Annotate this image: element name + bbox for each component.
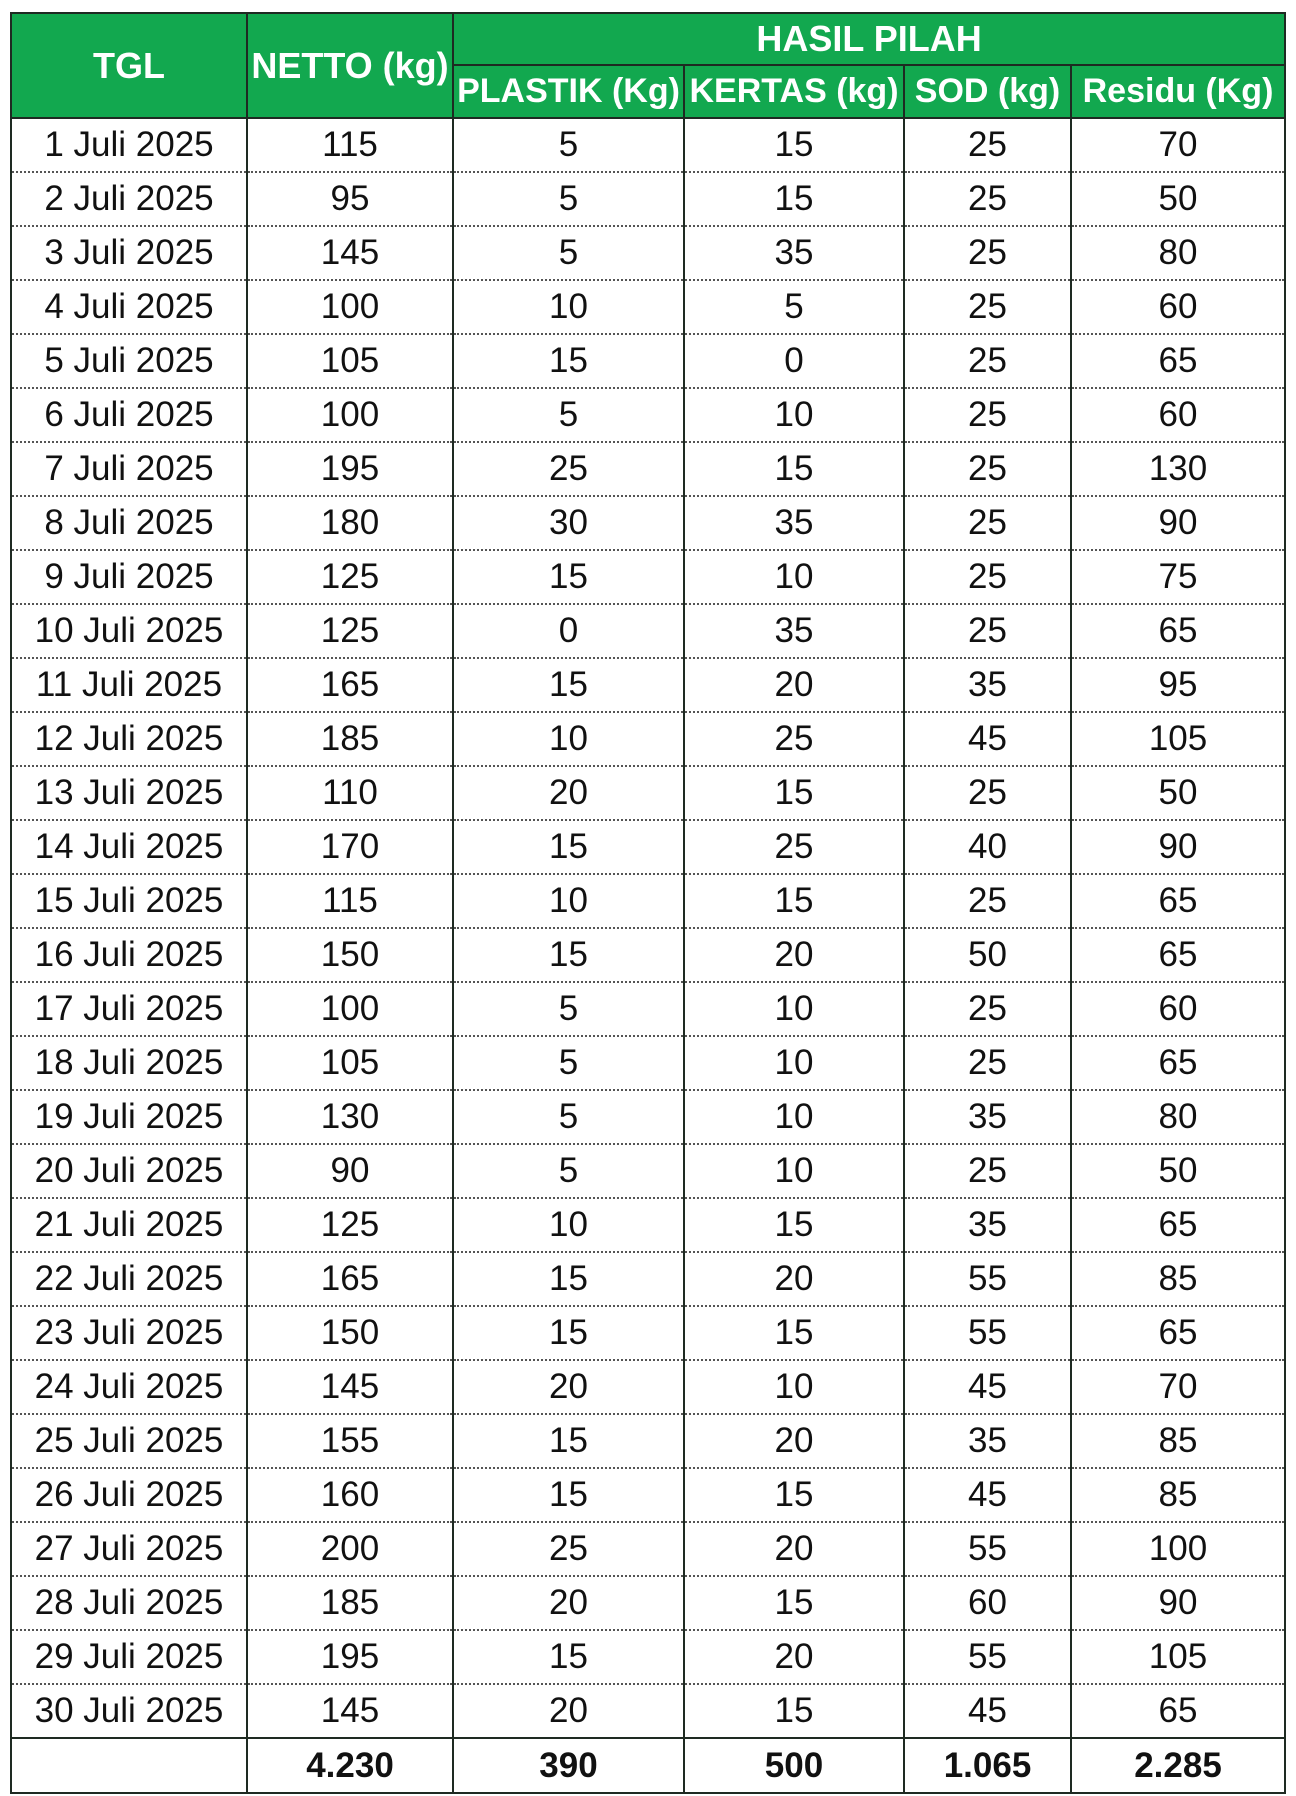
cell-residu: 80 bbox=[1071, 1090, 1285, 1144]
cell-sod: 25 bbox=[904, 442, 1071, 496]
cell-kertas: 20 bbox=[684, 658, 904, 712]
cell-sod: 25 bbox=[904, 604, 1071, 658]
cell-kertas: 15 bbox=[684, 1306, 904, 1360]
cell-sod: 25 bbox=[904, 388, 1071, 442]
cell-sod: 25 bbox=[904, 1144, 1071, 1198]
cell-date: 5 Juli 2025 bbox=[11, 334, 247, 388]
total-kertas: 500 bbox=[684, 1738, 904, 1793]
cell-netto: 145 bbox=[247, 1684, 453, 1738]
cell-sod: 35 bbox=[904, 1414, 1071, 1468]
cell-kertas: 0 bbox=[684, 334, 904, 388]
table-row bbox=[11, 1360, 1285, 1414]
total-residu: 2.285 bbox=[1071, 1738, 1285, 1793]
table-row bbox=[11, 1036, 1285, 1090]
cell-residu: 60 bbox=[1071, 388, 1285, 442]
cell-plastik: 10 bbox=[453, 280, 684, 334]
table-row bbox=[11, 874, 1285, 928]
cell-residu: 65 bbox=[1071, 1306, 1285, 1360]
cell-plastik: 10 bbox=[453, 874, 684, 928]
cell-plastik: 10 bbox=[453, 1198, 684, 1252]
table-row bbox=[11, 1414, 1285, 1468]
table-row bbox=[11, 766, 1285, 820]
cell-date: 20 Juli 2025 bbox=[11, 1144, 247, 1198]
cell-plastik: 10 bbox=[453, 712, 684, 766]
cell-plastik: 15 bbox=[453, 658, 684, 712]
table-row bbox=[11, 388, 1285, 442]
cell-plastik: 30 bbox=[453, 496, 684, 550]
cell-residu: 130 bbox=[1071, 442, 1285, 496]
total-sod: 1.065 bbox=[904, 1738, 1071, 1793]
header-netto: NETTO (kg) bbox=[247, 13, 453, 118]
cell-date: 12 Juli 2025 bbox=[11, 712, 247, 766]
cell-kertas: 15 bbox=[684, 1576, 904, 1630]
table-row bbox=[11, 982, 1285, 1036]
header-kertas: KERTAS (kg) bbox=[684, 65, 904, 118]
cell-date: 28 Juli 2025 bbox=[11, 1576, 247, 1630]
cell-residu: 65 bbox=[1071, 1198, 1285, 1252]
cell-netto: 115 bbox=[247, 874, 453, 928]
cell-plastik: 20 bbox=[453, 1360, 684, 1414]
table-row bbox=[11, 820, 1285, 874]
cell-sod: 55 bbox=[904, 1306, 1071, 1360]
cell-residu: 105 bbox=[1071, 712, 1285, 766]
cell-date: 17 Juli 2025 bbox=[11, 982, 247, 1036]
cell-date: 14 Juli 2025 bbox=[11, 820, 247, 874]
cell-kertas: 10 bbox=[684, 1036, 904, 1090]
cell-residu: 50 bbox=[1071, 1144, 1285, 1198]
cell-netto: 165 bbox=[247, 658, 453, 712]
cell-date: 29 Juli 2025 bbox=[11, 1630, 247, 1684]
cell-date: 16 Juli 2025 bbox=[11, 928, 247, 982]
cell-kertas: 20 bbox=[684, 1252, 904, 1306]
cell-kertas: 10 bbox=[684, 1144, 904, 1198]
cell-sod: 25 bbox=[904, 280, 1071, 334]
total-date-cell bbox=[11, 1738, 247, 1793]
cell-date: 1 Juli 2025 bbox=[11, 118, 247, 172]
cell-netto: 195 bbox=[247, 442, 453, 496]
cell-netto: 150 bbox=[247, 1306, 453, 1360]
cell-sod: 55 bbox=[904, 1252, 1071, 1306]
table-row bbox=[11, 550, 1285, 604]
cell-date: 19 Juli 2025 bbox=[11, 1090, 247, 1144]
cell-plastik: 15 bbox=[453, 550, 684, 604]
cell-sod: 25 bbox=[904, 496, 1071, 550]
cell-sod: 25 bbox=[904, 982, 1071, 1036]
cell-plastik: 15 bbox=[453, 1630, 684, 1684]
cell-kertas: 20 bbox=[684, 1522, 904, 1576]
cell-residu: 100 bbox=[1071, 1522, 1285, 1576]
cell-date: 2 Juli 2025 bbox=[11, 172, 247, 226]
table-row bbox=[11, 1252, 1285, 1306]
cell-netto: 95 bbox=[247, 172, 453, 226]
cell-date: 21 Juli 2025 bbox=[11, 1198, 247, 1252]
cell-kertas: 15 bbox=[684, 766, 904, 820]
cell-kertas: 35 bbox=[684, 604, 904, 658]
table-row bbox=[11, 658, 1285, 712]
cell-date: 22 Juli 2025 bbox=[11, 1252, 247, 1306]
waste-sorting-table bbox=[10, 12, 1286, 1794]
cell-residu: 95 bbox=[1071, 658, 1285, 712]
cell-sod: 55 bbox=[904, 1630, 1071, 1684]
cell-sod: 25 bbox=[904, 334, 1071, 388]
cell-date: 24 Juli 2025 bbox=[11, 1360, 247, 1414]
table-row bbox=[11, 118, 1285, 172]
cell-date: 13 Juli 2025 bbox=[11, 766, 247, 820]
cell-kertas: 20 bbox=[684, 1414, 904, 1468]
table-row bbox=[11, 712, 1285, 766]
cell-kertas: 15 bbox=[684, 874, 904, 928]
cell-sod: 25 bbox=[904, 1036, 1071, 1090]
cell-plastik: 5 bbox=[453, 388, 684, 442]
cell-plastik: 25 bbox=[453, 442, 684, 496]
cell-netto: 185 bbox=[247, 712, 453, 766]
cell-netto: 125 bbox=[247, 604, 453, 658]
cell-netto: 90 bbox=[247, 1144, 453, 1198]
cell-date: 3 Juli 2025 bbox=[11, 226, 247, 280]
cell-sod: 35 bbox=[904, 1090, 1071, 1144]
cell-kertas: 10 bbox=[684, 388, 904, 442]
cell-residu: 60 bbox=[1071, 982, 1285, 1036]
cell-kertas: 10 bbox=[684, 982, 904, 1036]
cell-plastik: 5 bbox=[453, 982, 684, 1036]
cell-residu: 70 bbox=[1071, 118, 1285, 172]
header-sod: SOD (kg) bbox=[904, 65, 1071, 118]
cell-date: 7 Juli 2025 bbox=[11, 442, 247, 496]
cell-netto: 100 bbox=[247, 280, 453, 334]
cell-netto: 165 bbox=[247, 1252, 453, 1306]
cell-residu: 90 bbox=[1071, 496, 1285, 550]
cell-kertas: 15 bbox=[684, 442, 904, 496]
cell-netto: 160 bbox=[247, 1468, 453, 1522]
cell-plastik: 15 bbox=[453, 820, 684, 874]
cell-kertas: 35 bbox=[684, 226, 904, 280]
cell-netto: 200 bbox=[247, 1522, 453, 1576]
cell-kertas: 10 bbox=[684, 1090, 904, 1144]
cell-date: 30 Juli 2025 bbox=[11, 1684, 247, 1738]
cell-sod: 45 bbox=[904, 1360, 1071, 1414]
cell-netto: 180 bbox=[247, 496, 453, 550]
cell-plastik: 20 bbox=[453, 1684, 684, 1738]
table-row bbox=[11, 1684, 1285, 1738]
cell-kertas: 5 bbox=[684, 280, 904, 334]
cell-plastik: 15 bbox=[453, 334, 684, 388]
cell-netto: 125 bbox=[247, 1198, 453, 1252]
cell-plastik: 5 bbox=[453, 118, 684, 172]
cell-date: 26 Juli 2025 bbox=[11, 1468, 247, 1522]
cell-date: 27 Juli 2025 bbox=[11, 1522, 247, 1576]
header-hasil-pilah: HASIL PILAH bbox=[453, 13, 1285, 65]
cell-sod: 40 bbox=[904, 820, 1071, 874]
table-row bbox=[11, 226, 1285, 280]
table-row bbox=[11, 1630, 1285, 1684]
table-row bbox=[11, 604, 1285, 658]
cell-netto: 150 bbox=[247, 928, 453, 982]
cell-plastik: 15 bbox=[453, 928, 684, 982]
cell-netto: 110 bbox=[247, 766, 453, 820]
cell-residu: 85 bbox=[1071, 1414, 1285, 1468]
cell-plastik: 20 bbox=[453, 1576, 684, 1630]
cell-plastik: 15 bbox=[453, 1468, 684, 1522]
cell-sod: 35 bbox=[904, 1198, 1071, 1252]
cell-kertas: 20 bbox=[684, 928, 904, 982]
cell-netto: 145 bbox=[247, 226, 453, 280]
table-row bbox=[11, 496, 1285, 550]
table-row bbox=[11, 172, 1285, 226]
cell-residu: 65 bbox=[1071, 874, 1285, 928]
cell-kertas: 15 bbox=[684, 118, 904, 172]
cell-kertas: 25 bbox=[684, 712, 904, 766]
cell-residu: 75 bbox=[1071, 550, 1285, 604]
cell-kertas: 25 bbox=[684, 820, 904, 874]
cell-residu: 50 bbox=[1071, 766, 1285, 820]
cell-date: 6 Juli 2025 bbox=[11, 388, 247, 442]
cell-date: 4 Juli 2025 bbox=[11, 280, 247, 334]
table-header bbox=[11, 13, 1285, 118]
cell-residu: 70 bbox=[1071, 1360, 1285, 1414]
cell-date: 23 Juli 2025 bbox=[11, 1306, 247, 1360]
table-row bbox=[11, 1522, 1285, 1576]
cell-netto: 195 bbox=[247, 1630, 453, 1684]
cell-residu: 90 bbox=[1071, 1576, 1285, 1630]
cell-sod: 25 bbox=[904, 550, 1071, 604]
cell-netto: 130 bbox=[247, 1090, 453, 1144]
cell-netto: 155 bbox=[247, 1414, 453, 1468]
cell-date: 15 Juli 2025 bbox=[11, 874, 247, 928]
cell-netto: 125 bbox=[247, 550, 453, 604]
cell-kertas: 15 bbox=[684, 172, 904, 226]
table-row bbox=[11, 1306, 1285, 1360]
cell-plastik: 15 bbox=[453, 1414, 684, 1468]
cell-plastik: 5 bbox=[453, 226, 684, 280]
totals-footer bbox=[11, 1738, 1285, 1793]
cell-residu: 65 bbox=[1071, 928, 1285, 982]
table-row bbox=[11, 1090, 1285, 1144]
cell-date: 11 Juli 2025 bbox=[11, 658, 247, 712]
cell-kertas: 35 bbox=[684, 496, 904, 550]
cell-residu: 65 bbox=[1071, 1036, 1285, 1090]
cell-netto: 115 bbox=[247, 118, 453, 172]
table-row bbox=[11, 280, 1285, 334]
header-date: TGL bbox=[11, 13, 247, 118]
cell-residu: 90 bbox=[1071, 820, 1285, 874]
cell-kertas: 15 bbox=[684, 1198, 904, 1252]
cell-netto: 105 bbox=[247, 334, 453, 388]
cell-date: 9 Juli 2025 bbox=[11, 550, 247, 604]
table-row bbox=[11, 1198, 1285, 1252]
cell-netto: 170 bbox=[247, 820, 453, 874]
cell-residu: 85 bbox=[1071, 1252, 1285, 1306]
cell-date: 25 Juli 2025 bbox=[11, 1414, 247, 1468]
cell-plastik: 20 bbox=[453, 766, 684, 820]
header-plastik: PLASTIK (Kg) bbox=[453, 65, 684, 118]
cell-plastik: 5 bbox=[453, 1090, 684, 1144]
table-row bbox=[11, 1576, 1285, 1630]
cell-sod: 45 bbox=[904, 1684, 1071, 1738]
cell-date: 10 Juli 2025 bbox=[11, 604, 247, 658]
cell-kertas: 20 bbox=[684, 1630, 904, 1684]
cell-plastik: 0 bbox=[453, 604, 684, 658]
cell-residu: 80 bbox=[1071, 226, 1285, 280]
cell-plastik: 5 bbox=[453, 172, 684, 226]
table-row bbox=[11, 928, 1285, 982]
cell-sod: 55 bbox=[904, 1522, 1071, 1576]
table-row bbox=[11, 1468, 1285, 1522]
cell-netto: 100 bbox=[247, 388, 453, 442]
table-row bbox=[11, 1144, 1285, 1198]
cell-kertas: 10 bbox=[684, 550, 904, 604]
cell-sod: 25 bbox=[904, 874, 1071, 928]
total-netto: 4.230 bbox=[247, 1738, 453, 1793]
cell-sod: 35 bbox=[904, 658, 1071, 712]
cell-netto: 145 bbox=[247, 1360, 453, 1414]
cell-sod: 25 bbox=[904, 118, 1071, 172]
cell-sod: 45 bbox=[904, 712, 1071, 766]
cell-kertas: 15 bbox=[684, 1684, 904, 1738]
cell-residu: 65 bbox=[1071, 1684, 1285, 1738]
cell-netto: 105 bbox=[247, 1036, 453, 1090]
waste-sorting-sheet bbox=[10, 12, 1284, 1794]
cell-residu: 60 bbox=[1071, 280, 1285, 334]
table-row bbox=[11, 334, 1285, 388]
cell-kertas: 10 bbox=[684, 1360, 904, 1414]
header-residu: Residu (Kg) bbox=[1071, 65, 1285, 118]
cell-netto: 185 bbox=[247, 1576, 453, 1630]
cell-plastik: 5 bbox=[453, 1144, 684, 1198]
cell-netto: 100 bbox=[247, 982, 453, 1036]
cell-sod: 45 bbox=[904, 1468, 1071, 1522]
cell-sod: 25 bbox=[904, 172, 1071, 226]
cell-kertas: 15 bbox=[684, 1468, 904, 1522]
cell-sod: 25 bbox=[904, 766, 1071, 820]
cell-plastik: 15 bbox=[453, 1252, 684, 1306]
table-body bbox=[11, 118, 1285, 1738]
cell-plastik: 15 bbox=[453, 1306, 684, 1360]
cell-sod: 50 bbox=[904, 928, 1071, 982]
cell-sod: 60 bbox=[904, 1576, 1071, 1630]
total-plastik: 390 bbox=[453, 1738, 684, 1793]
cell-plastik: 5 bbox=[453, 1036, 684, 1090]
table-row bbox=[11, 442, 1285, 496]
cell-date: 18 Juli 2025 bbox=[11, 1036, 247, 1090]
cell-residu: 105 bbox=[1071, 1630, 1285, 1684]
cell-residu: 65 bbox=[1071, 334, 1285, 388]
totals-row bbox=[11, 1738, 1285, 1793]
cell-date: 8 Juli 2025 bbox=[11, 496, 247, 550]
cell-plastik: 25 bbox=[453, 1522, 684, 1576]
cell-sod: 25 bbox=[904, 226, 1071, 280]
cell-residu: 65 bbox=[1071, 604, 1285, 658]
cell-residu: 85 bbox=[1071, 1468, 1285, 1522]
cell-residu: 50 bbox=[1071, 172, 1285, 226]
